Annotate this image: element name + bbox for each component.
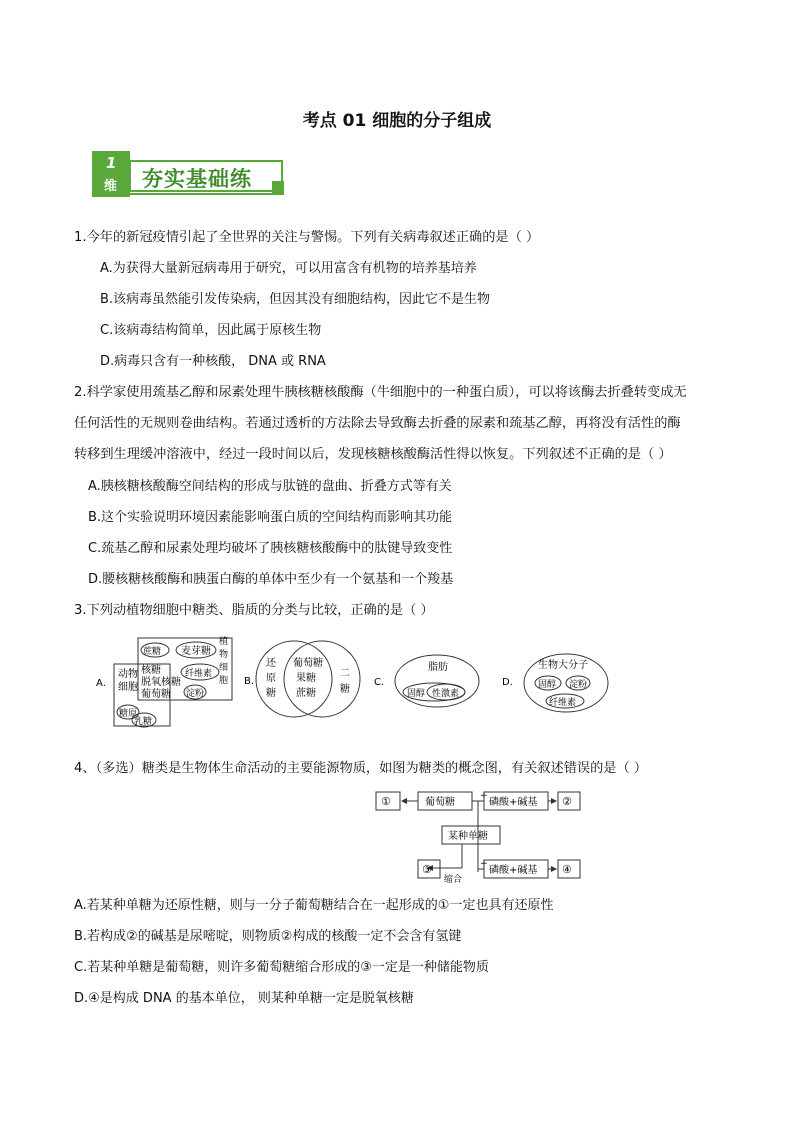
- q4-node-3: ③: [422, 863, 432, 876]
- question-1-stem: 1.今年的新冠疫情引起了全世界的关注与警惕。下列有关病毒叙述正确的是（ ）: [74, 230, 540, 245]
- q3-a-plant-2: 物: [219, 650, 229, 660]
- question-4-option-d: D.④是构成 DNA 的基本单位， 则某种单糖一定是脱氧核糖: [74, 991, 414, 1006]
- q4-concept-diagram: [370, 788, 586, 888]
- question-1-option-d: D.病毒只含有一种核酸， DNA 或 RNA: [100, 354, 326, 369]
- question-2-stem-line-3: 转移到生理缓冲溶液中，经过一段时间以后，发现核糖核酸酶活性得以恢复。下列叙述不正确的是（ ）: [74, 447, 672, 462]
- q3-b-middle-3: 蔗糖: [296, 688, 316, 699]
- page-title: 考点 01 细胞的分子组成: [302, 111, 492, 131]
- question-3-stem: 3.下列动植物细胞中糖类、脂质的分类与比较，正确的是（ ）: [74, 603, 434, 618]
- q3-c-item-1: 固醇: [407, 689, 426, 699]
- q3-a-item-5: 糖原: [119, 709, 138, 719]
- q3-a-item-4: 淀粉: [186, 689, 205, 699]
- q3-a-animal-1: 动物: [118, 669, 138, 680]
- question-2-option-b: B.这个实验说明环境因素能影响蛋白质的空间结构而影响其功能: [88, 510, 453, 525]
- q3-a-plant-3: 细: [219, 663, 229, 673]
- q3-b-middle-1: 葡萄糖: [293, 658, 323, 669]
- question-4-option-b: B.若构成②的碱基是尿嘧啶，则物质②构成的核酸一定不会含有氢键: [74, 929, 462, 944]
- question-4-option-a: A.若某种单糖为还原性糖，则与一分子葡萄糖结合在一起形成的①一定也具有还原性: [74, 898, 554, 913]
- q3-b-left-1: 还: [266, 658, 276, 669]
- question-4-stem: 4、（多选）糖类是生物体生命活动的主要能源物质，如图为糖类的概念图，有关叙述错误的是（ ）: [74, 761, 648, 776]
- q3-a-item-3: 纤维素: [185, 669, 213, 679]
- q3-a-plant-1: 植: [219, 637, 229, 647]
- q3-a-plant-4: 胞: [219, 676, 229, 686]
- q3-c-label: C．: [374, 677, 391, 688]
- banner-text: 夯实基础练: [142, 167, 252, 191]
- q3-d-label: D．: [502, 677, 520, 688]
- question-2-option-a: A.胰核糖核酸酶空间结构的形成与肽链的盘曲、折叠方式等有关: [88, 479, 452, 494]
- q3-d-outer: 生物大分子: [538, 660, 588, 671]
- question-2-stem-line-2: 任何活性的无规则卷曲结构。若通过透析的方法除去导致酶去折叠的尿素和巯基乙醇，再将没有活性的酶: [74, 416, 681, 431]
- question-1-option-b: B.该病毒虽然能引发传染病，但因其没有细胞结构，因此它不是生物: [100, 292, 491, 307]
- question-2-option-c: C.巯基乙醇和尿素处理均破坏了胰核糖核酸酶中的肽键导致变性: [88, 541, 453, 556]
- q3-c-item-2: 性激素: [432, 689, 460, 699]
- q3-c-outer: 脂肪: [428, 662, 448, 673]
- q3-a-item-6: 乳糖: [134, 717, 153, 727]
- question-1-option-a: A.为获得大量新冠病毒用于研究，可以用富含有机物的培养基培养: [100, 261, 477, 276]
- q4-glucose: 葡萄糖: [425, 797, 455, 808]
- q3-b-right-2: 糖: [340, 684, 350, 695]
- q4-node-4: ④: [562, 863, 572, 876]
- q4-phosphate-base-1: 磷酸+碱基: [489, 797, 538, 808]
- q3-d-item-2: 淀粉: [569, 680, 588, 690]
- q3-b-middle-2: 果糖: [296, 673, 316, 684]
- question-4-option-c: C.若某种单糖是葡萄糖，则许多葡萄糖缩合形成的③一定是一种储能物质: [74, 960, 489, 975]
- q3-d-item-1: 固醇: [538, 680, 557, 690]
- q4-phosphate-base-2: 磷酸+碱基: [489, 865, 538, 876]
- q3-a-animal-2: 细胞: [118, 682, 138, 693]
- q4-condense: 缩合: [444, 875, 463, 885]
- q3-figure-a: [94, 630, 244, 728]
- q3-b-left-3: 糖: [266, 688, 276, 699]
- q3-figure-d: [502, 652, 612, 714]
- q4-node-1: ①: [381, 795, 391, 808]
- q3-b-left-2: 原: [266, 673, 276, 684]
- q3-figure-b: [244, 632, 362, 726]
- question-2-stem-line-1: 2.科学家使用巯基乙醇和尿素处理牛胰核糖核酸酶（牛细胞中的一种蛋白质），可以将该酶去折叠转变成无: [74, 385, 687, 400]
- q3-a-shared-2: 脱氧核糖: [141, 677, 181, 688]
- banner-badge-word: 维: [104, 179, 118, 194]
- q4-node-2: ②: [562, 795, 572, 808]
- q4-center: 某种单糖: [448, 831, 488, 842]
- q3-a-shared-1: 核糖: [141, 665, 161, 676]
- q3-a-item-1: 蔗糖: [143, 647, 162, 657]
- q4-plus-2: +: [480, 859, 488, 869]
- banner-badge-number: 1: [106, 154, 117, 172]
- q3-a-label: A．: [96, 678, 113, 689]
- q3-figure-c: [374, 652, 484, 710]
- q3-a-item-2: 麦芽糖: [181, 646, 211, 657]
- q4-plus-1: +: [480, 791, 488, 801]
- section-banner: [92, 151, 288, 197]
- question-1-option-c: C.该病毒结构简单，因此属于原核生物: [100, 323, 322, 338]
- q3-b-label: B．: [244, 676, 261, 687]
- q3-d-item-3: 纤维素: [549, 698, 577, 708]
- question-2-option-d: D.腰核糖核酸酶和胰蛋白酶的单体中至少有一个氨基和一个羧基: [88, 572, 454, 587]
- q3-b-right-1: 二: [340, 668, 350, 679]
- q3-a-shared-3: 葡萄糖: [141, 689, 171, 700]
